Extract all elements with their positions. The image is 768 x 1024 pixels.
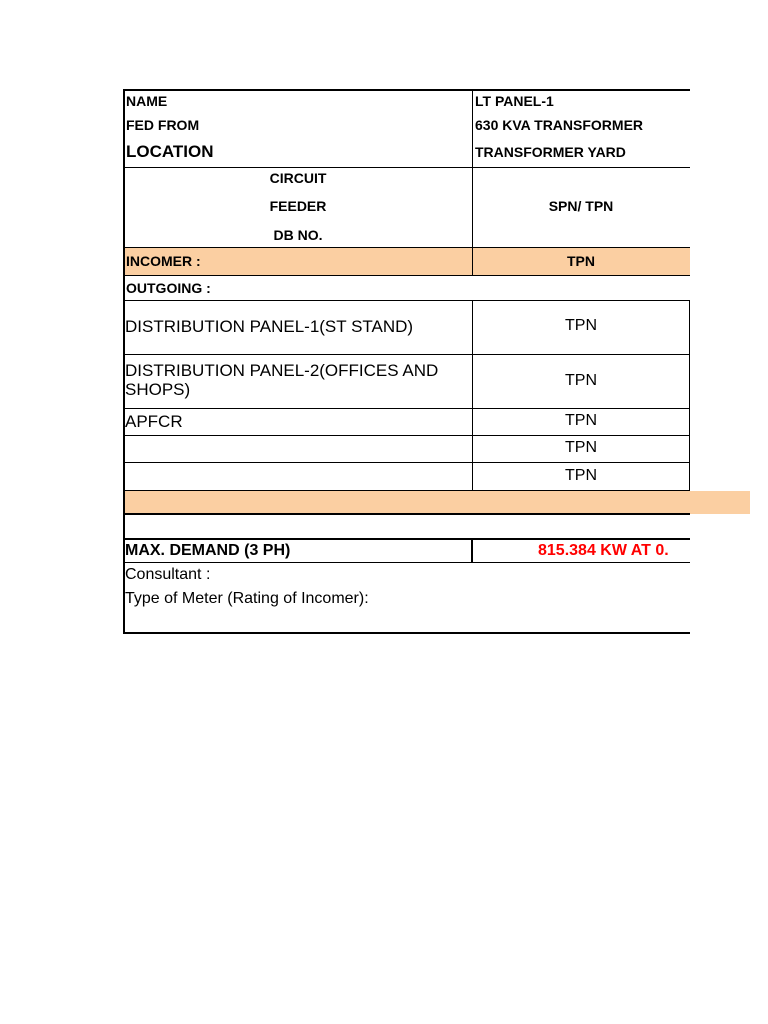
max-demand-value: 815.384 KW AT 0. bbox=[538, 543, 669, 559]
rule-after-max-demand bbox=[123, 562, 690, 563]
rule-before-outgoing-rows bbox=[123, 300, 690, 301]
outgoing-row-1-feeder: DISTRIBUTION PANEL-1(ST STAND) bbox=[125, 317, 414, 336]
outgoing-row-5-phase: TPN bbox=[565, 467, 597, 484]
db-no-header: DB NO. bbox=[273, 227, 323, 243]
consultant-label: Consultant : bbox=[125, 566, 211, 583]
rule-row-4 bbox=[123, 462, 690, 463]
rule-after-location bbox=[123, 167, 690, 168]
meter-type-label: Type of Meter (Rating of Incomer): bbox=[125, 590, 369, 607]
rule-after-headers bbox=[123, 247, 690, 248]
rule-row-1 bbox=[123, 354, 690, 355]
location-value: TRANSFORMER YARD bbox=[475, 144, 626, 160]
name-value: LT PANEL-1 bbox=[475, 93, 554, 109]
outgoing-row-1-phase: TPN bbox=[565, 317, 597, 334]
rule-row-5 bbox=[123, 490, 690, 491]
outgoing-label: OUTGOING : bbox=[126, 280, 211, 296]
rule-row-2 bbox=[123, 408, 690, 409]
rule-after-blank-row bbox=[123, 513, 690, 515]
name-label: NAME bbox=[126, 93, 168, 109]
location-label: LOCATION bbox=[126, 142, 214, 161]
fed-from-value: 630 KVA TRANSFORMER bbox=[475, 117, 644, 133]
rule-after-incomer bbox=[123, 275, 690, 276]
phase-header: SPN/ TPN bbox=[548, 198, 614, 214]
fed-from-label: FED FROM bbox=[126, 117, 200, 133]
outgoing-row-3-feeder: APFCR bbox=[125, 412, 183, 431]
outgoing-row-4-phase: TPN bbox=[565, 439, 597, 456]
circuit-header: CIRCUIT bbox=[269, 170, 327, 186]
incomer-value: TPN bbox=[567, 253, 595, 269]
outgoing-row-2-phase: TPN bbox=[565, 372, 597, 389]
max-demand-label: MAX. DEMAND (3 PH) bbox=[125, 542, 291, 559]
rule-before-max-demand bbox=[123, 538, 690, 540]
feeder-header: FEEDER bbox=[269, 198, 327, 214]
outgoing-row-2-feeder-line2: SHOPS) bbox=[125, 380, 191, 399]
outgoing-row-3-phase: TPN bbox=[565, 412, 597, 429]
outgoing-row-2-feeder-line1: DISTRIBUTION PANEL-2(OFFICES AND bbox=[125, 361, 439, 380]
table-top-border bbox=[123, 89, 690, 91]
incomer-label: INCOMER : bbox=[126, 253, 201, 269]
rule-row-3 bbox=[123, 435, 690, 436]
max-demand-divider bbox=[471, 539, 473, 563]
blank-row-highlight bbox=[124, 491, 750, 514]
table-bottom-border bbox=[123, 632, 690, 634]
